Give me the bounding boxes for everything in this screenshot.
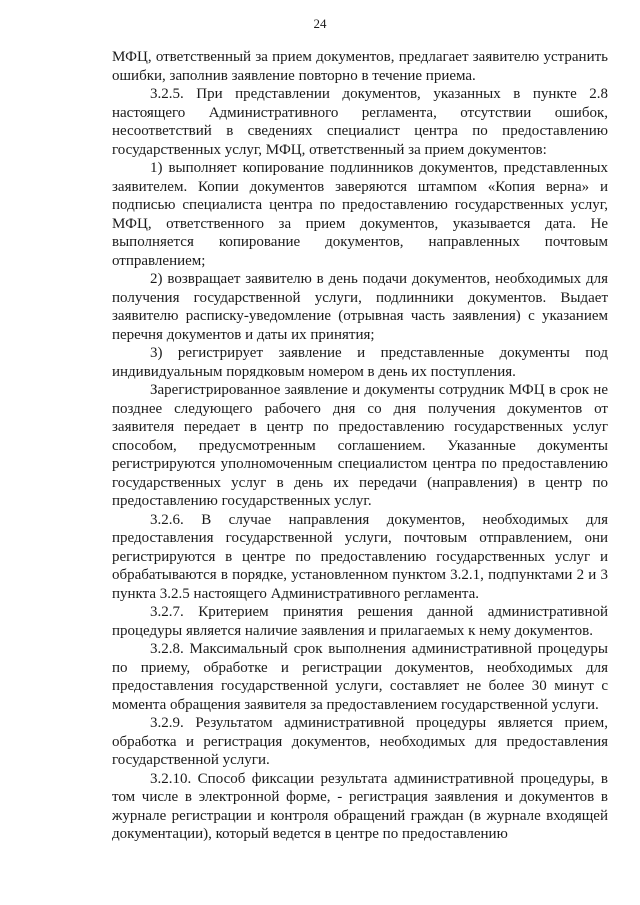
page-number: 24: [313, 16, 327, 31]
paragraph-3-2-8: 3.2.8. Максимальный срок выполнения административной процедуры по приему, обработке и регистрации документов, необходимых для предоставления государственной услуги, составляет не более 30 минут с момента обращения заявителя за предоставлением государственной услуги.: [112, 641, 608, 713]
paragraph-continuation: МФЦ, ответственный за прием документов, предлагает заявителю устранить ошибки, заполнив заявление повторно в течение приема.: [112, 49, 608, 84]
paragraph-3-2-5: 3.2.5. При представлении документов, указанных в пункте 2.8 настоящего Административного регламента, отсутствии ошибок, несоответствий в сведениях специалист центра по предоставлению государственных услуг, МФЦ, ответственный за прием документов:: [112, 86, 608, 158]
paragraph-3-2-10: 3.2.10. Способ фиксации результата административной процедуры, в том числе в электронной форме, - регистрация заявления и документов в журнале регистрации и контроля обращений граждан (в журнале входящей документации), который ведется в центре по предоставлению: [112, 770, 608, 842]
paragraph-registered-application: Зарегистрированное заявление и документы сотрудник МФЦ в срок не позднее следующего рабочего дня со дня получения документов от заявителя передает в центр по предоставлению государственных услуг способом, предусмотренным соглашением. Указанные документы регистрируются уполномоченным специалистом центра по предоставлению государственных услуг в день их передачи (направления) в центр по предоставлению государственных услуг.: [112, 382, 608, 509]
paragraph-3-2-9: 3.2.9. Результатом административной процедуры является прием, обработка и регистрация документов, необходимых для предоставления государственной услуги.: [112, 715, 608, 768]
list-item-3: 3) регистрирует заявление и представленные документы под индивидуальным порядковым номером в день их поступления.: [112, 345, 608, 380]
paragraph-3-2-7: 3.2.7. Критерием принятия решения данной административной процедуры является наличие заявления и прилагаемых к нему документов.: [112, 604, 608, 639]
document-body: [112, 48, 608, 844]
paragraph-3-2-6: 3.2.6. В случае направления документов, необходимых для предоставления государственной услуги, почтовым отправлением, они регистрируются в центре по предоставлению государственных услуг и обрабатываются в порядке, установленном пунктом 3.2.1, подпунктами 2 и 3 пункта 3.2.5 настоящего Административного регламента.: [112, 511, 608, 602]
list-item-1: 1) выполняет копирование подлинников документов, представленных заявителем. Копии документов заверяются штампом «Копия верна» и подписью специалиста центра по предоставлению государственных услуг, МФЦ, ответственного за прием документов, указывается дата. Не выполняется копирование документов, направленных почтовым отправлением;: [112, 160, 608, 269]
list-item-2: 2) возвращает заявителю в день подачи документов, необходимых для получения государственной услуги, подлинники документов. Выдает заявителю расписку-уведомление (отрывная часть заявления) с указанием перечня документов и даты их принятия;: [112, 271, 608, 343]
